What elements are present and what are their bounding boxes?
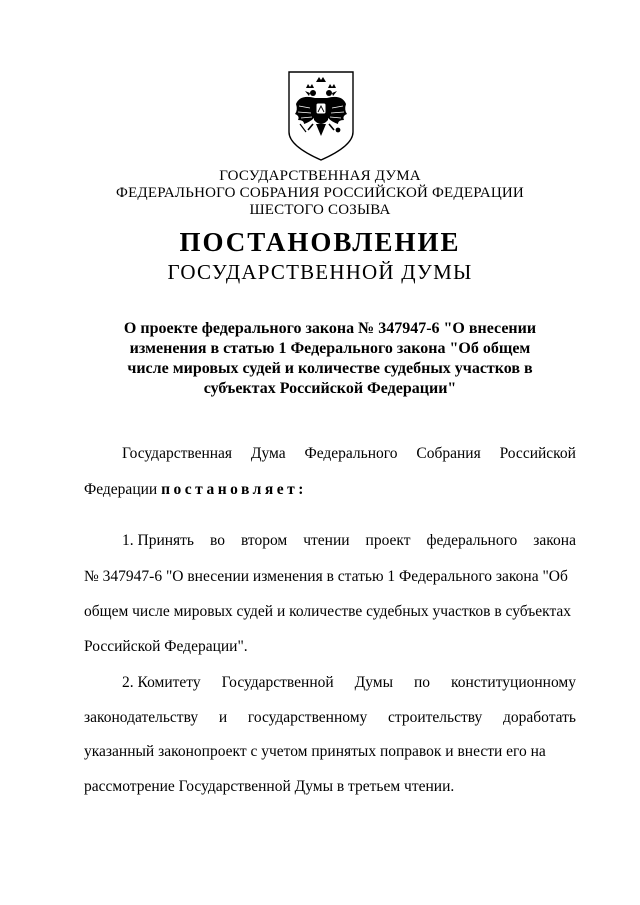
state-emblem-icon bbox=[286, 70, 356, 162]
document-type-title: ПОСТАНОВЛЕНИЕ bbox=[179, 227, 461, 257]
item1-word: втором bbox=[240, 532, 288, 549]
item1-word: 1. Принять bbox=[122, 532, 195, 549]
subject-line-2: изменения в статью 1 Федерального закона "Об общем bbox=[129, 340, 531, 357]
item2-word: строительству bbox=[388, 709, 483, 726]
item1-line-3 bbox=[84, 603, 576, 621]
item1-text: общем числе мировых судей и количестве судебных участков в субъектах bbox=[84, 603, 572, 620]
subject-line-4: субъектах Российской Федерации" bbox=[203, 380, 457, 397]
header-federal-assembly: ФЕДЕРАЛЬНОГО СОБРАНИЯ РОССИЙСКОЙ ФЕДЕРАЦИИ bbox=[116, 185, 524, 201]
item1-line-4 bbox=[84, 638, 576, 656]
preamble-line-1 bbox=[122, 445, 576, 463]
item1-word: проект bbox=[365, 532, 411, 549]
header-convocation: ШЕСТОГО СОЗЫВА bbox=[249, 202, 391, 218]
item1-word: федерального bbox=[426, 532, 518, 549]
header-duma: ГОСУДАРСТВЕННАЯ ДУМА bbox=[219, 168, 421, 184]
item2-word: доработать bbox=[503, 709, 576, 726]
item1-word: закона bbox=[533, 532, 576, 549]
resolution-verb: постановляет: bbox=[161, 481, 307, 498]
item2-line-2 bbox=[84, 709, 576, 727]
item1-line-1 bbox=[122, 532, 576, 550]
preamble-word: Федерального bbox=[304, 445, 398, 462]
preamble-word: Российской bbox=[499, 445, 576, 462]
item2-text: рассмотрение Государственной Думы в третьем чтении. bbox=[84, 778, 455, 795]
preamble-word: Дума bbox=[250, 445, 286, 462]
item1-word: во bbox=[210, 532, 225, 549]
subject-line-1: О проекте федерального закона № 347947-6 "О внесении bbox=[123, 320, 537, 337]
item1-text: № 347947-6 "О внесении изменения в статью 1 Федерального закона "Об bbox=[84, 568, 568, 585]
subject-line-3: числе мировых судей и количестве судебных участков в bbox=[127, 360, 533, 377]
item2-line-3 bbox=[84, 743, 576, 761]
item2-word: законодательству bbox=[84, 709, 199, 726]
item2-word: Государственной bbox=[221, 674, 334, 691]
item2-word: Думы bbox=[354, 674, 393, 691]
item2-word: по bbox=[413, 674, 431, 691]
item2-word: государственному bbox=[247, 709, 368, 726]
preamble-word: Государственная bbox=[122, 445, 233, 462]
item1-line-2 bbox=[84, 568, 576, 586]
preamble-word: Собрания bbox=[416, 445, 481, 462]
item2-line-1 bbox=[122, 674, 576, 692]
item2-word: 2. Комитету bbox=[122, 674, 201, 691]
item2-line-4 bbox=[84, 778, 576, 796]
item2-text: указанный законопроект с учетом принятых поправок и внести его на bbox=[84, 743, 546, 760]
document-issuer-title: ГОСУДАРСТВЕННОЙ ДУМЫ bbox=[167, 260, 473, 284]
item1-word: чтении bbox=[303, 532, 350, 549]
item2-word: конституционному bbox=[450, 674, 576, 691]
preamble-line-2 bbox=[84, 481, 576, 499]
item1-text: Российской Федерации". bbox=[84, 638, 248, 655]
item2-word: и bbox=[218, 709, 228, 726]
preamble-text: Федерации bbox=[84, 481, 162, 498]
